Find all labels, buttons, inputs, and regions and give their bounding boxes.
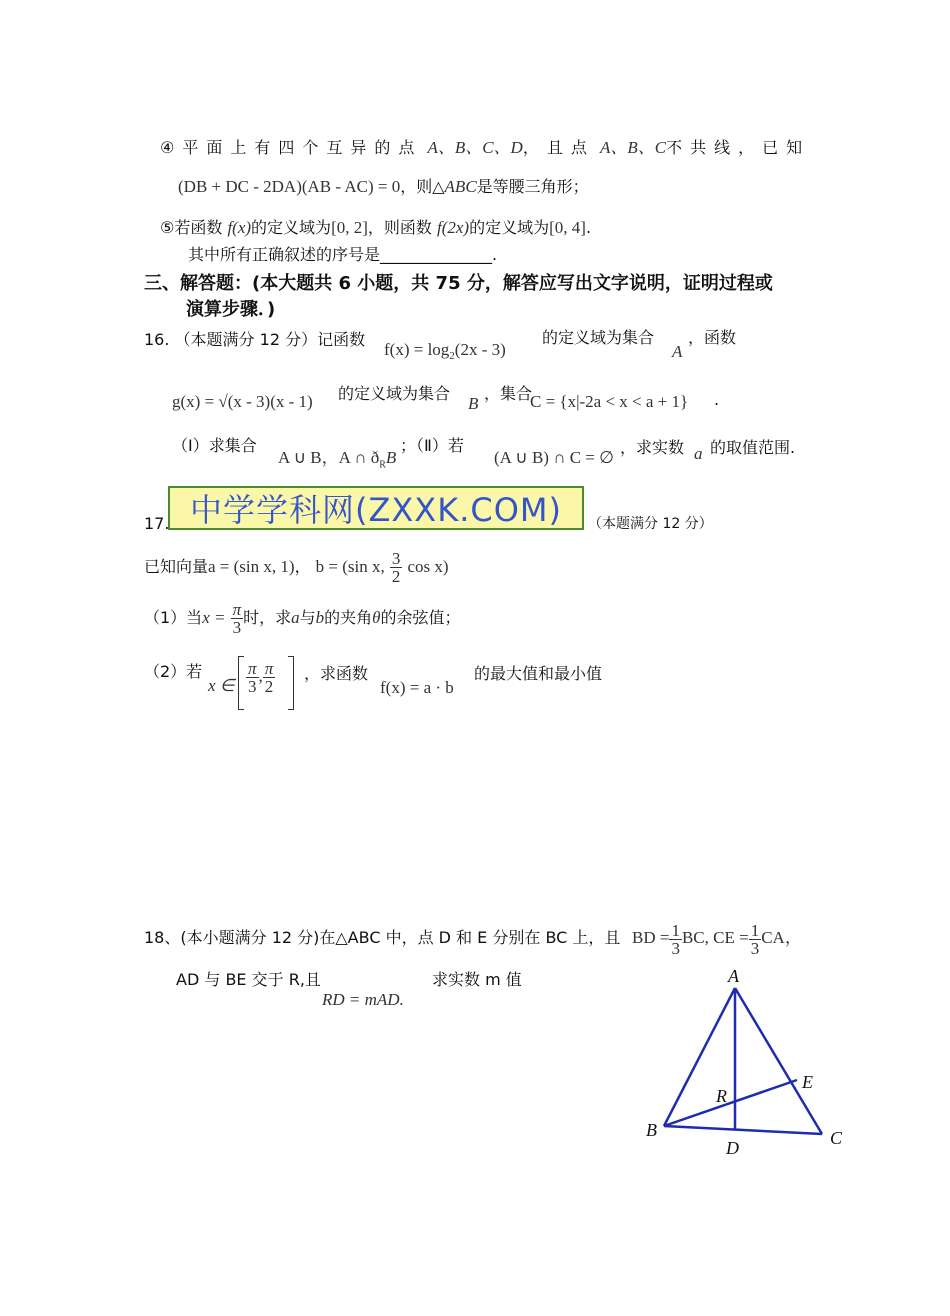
q17-p2-if: （2）若: [144, 662, 203, 681]
q18-ca: CA，: [761, 928, 802, 947]
q18-frac2-den: 3: [750, 938, 760, 958]
q16-part2-end: ，求实数: [620, 438, 685, 457]
item5-text1: ⑤若函数: [160, 218, 223, 237]
triangle-figure: [640, 964, 860, 1164]
item4-conclusion: 是等腰三角形；: [476, 177, 589, 196]
q17-vectors: [144, 550, 449, 585]
q18-bc-ce: BC, CE =: [681, 928, 749, 947]
q16-a: a: [694, 444, 703, 463]
item5-domain1: [0, 2]: [331, 218, 368, 237]
label-e: E: [802, 1072, 813, 1092]
interval-right-bracket: [288, 656, 294, 710]
q17-vector-b1: b = (sin x,: [315, 557, 385, 576]
item4-abc: ABC: [444, 177, 477, 196]
answer-line: 其中所有正确叙述的序号是______________.: [188, 245, 498, 264]
q17-frac-num: 3: [391, 549, 401, 568]
q16-line1: [144, 330, 365, 350]
q17-low-den: 3: [248, 677, 257, 696]
item4-points2: A、B、C: [599, 138, 667, 157]
q17-p1-and: 与: [299, 608, 316, 627]
item4-mid: ，且点: [522, 138, 595, 157]
q17-p2-func: ，求函数: [304, 664, 369, 683]
section3-heading-line2: 演算步骤．): [186, 299, 276, 320]
q17-vec-a: a: [291, 608, 300, 627]
edge-bc: [664, 1126, 822, 1134]
q16-part2-math: (A ∪ B) ∩ C = ∅: [494, 448, 614, 467]
q17-interval-high: [263, 660, 276, 695]
q17-given: 已知向量: [144, 557, 209, 576]
q16-text5: .: [714, 390, 720, 409]
q18-bd: BD =: [632, 928, 670, 947]
item5-text2: 的定义域为: [251, 218, 332, 237]
q18-ratios: [632, 918, 802, 958]
q17-theta: θ: [372, 608, 381, 627]
item5-text4: 的定义域为: [469, 218, 550, 237]
item5-line: [160, 218, 591, 238]
item4-marker: ④: [160, 138, 183, 157]
q17-number: 17.: [144, 514, 170, 533]
q16-part1-expr: A ∪ B，A ∩ ð: [278, 448, 380, 467]
q17-three: 3: [232, 618, 242, 637]
item5-text5: .: [585, 218, 592, 237]
item4-text: 平面上有四个互异的点: [182, 138, 423, 157]
q16-part1: （Ⅰ）求集合: [172, 436, 257, 455]
item4-line2: [178, 177, 589, 197]
item5-fx: f(x): [227, 218, 252, 237]
item4-then: ，则△: [400, 177, 445, 196]
q18-line1: 18、(本小题满分 12 分)在△ABC 中，点 D 和 E 分别在 BC 上，且: [144, 928, 621, 947]
section3-heading-line1: 三、解答题：(本大题共 6 小题，共 75 分，解答应写出文字说明，证明过程或: [144, 273, 773, 294]
q17-p2-tail: 的最大值和最小值: [474, 664, 603, 683]
q17-vec-b: b: [315, 608, 325, 627]
label-b: B: [646, 1120, 657, 1140]
q16-complement-sub: R: [379, 459, 386, 471]
q16-parts: [172, 436, 257, 456]
item4-expr: (DB + DC - 2DA)(AB - AC) = 0: [178, 177, 401, 196]
q16-set-b: B: [468, 394, 479, 413]
banner-text: 中学学科网(ZXXK.COM): [189, 491, 563, 529]
q17-p1-find: 时，求: [243, 608, 292, 627]
q18-ask: 求实数 m 值: [432, 970, 522, 989]
q17-part1: [144, 600, 461, 636]
q17-pi: π: [232, 600, 242, 619]
item4-line1: [160, 138, 810, 158]
q18-rd: RD = mAD.: [322, 990, 404, 1009]
q17-vector-b2: cos x): [407, 557, 449, 576]
q16-text4: ，集合: [484, 384, 533, 403]
label-c: C: [830, 1128, 843, 1148]
q17-high-den: 2: [264, 677, 274, 696]
q17-part2-lead: [144, 662, 202, 682]
q17-score: （本题满分 12 分）: [588, 516, 713, 532]
q16-fx: [384, 340, 506, 366]
q16-part1-math: [278, 448, 396, 475]
q17-comma: ，: [294, 557, 311, 576]
q16-text1: 的定义域为集合: [542, 328, 655, 347]
q17-fraction: [390, 550, 403, 585]
item4-points: A、B、C、D: [427, 138, 523, 157]
q17-high-pi: π: [264, 659, 274, 678]
q16-log-base: 2: [449, 350, 455, 363]
q17-vector-a: a = (sin x, 1): [208, 557, 295, 576]
item5-f2x: f(2x): [437, 218, 470, 237]
q16-f-tail: (2x - 3): [454, 340, 506, 359]
q16-intro: （本题满分 12 分）记函数: [174, 330, 366, 349]
zxxk-banner: [168, 486, 584, 530]
q18-frac1-den: 3: [671, 938, 680, 958]
q18-frac1: [669, 922, 682, 957]
q18-frac1-num: 1: [671, 920, 680, 940]
q16-line1-tail: [542, 328, 654, 348]
q17-interval-low: [246, 660, 259, 695]
q17-pi-over-3: [231, 601, 244, 636]
q18-frac2: [749, 922, 762, 957]
q17-x-eq: x =: [202, 608, 226, 627]
label-d: D: [726, 1138, 739, 1158]
q17-x-in: x ∈: [208, 676, 235, 695]
q16-g-expr: g(x) = √(x - 3)(x - 1): [172, 392, 313, 411]
item4-end: 不共线，已知: [666, 138, 811, 157]
q16-text3: 的定义域为集合: [338, 384, 451, 403]
q16-set-c: C = {x|-2a < x < a + 1}: [530, 392, 689, 411]
interval-left-bracket: [238, 656, 244, 710]
q16-part2-tail: 的取值范围.: [710, 438, 796, 457]
q17-p1-angle: 的夹角: [324, 608, 373, 627]
q17-p1-when: （1）当: [144, 608, 203, 627]
label-a: A: [728, 966, 739, 986]
q18-line2: AD 与 BE 交于 R,且: [176, 970, 321, 989]
q17-fab: f(x) = a · b: [380, 678, 454, 697]
label-r: R: [716, 1086, 727, 1106]
q16-number: 16.: [144, 330, 170, 349]
q16-f-expr: f(x) = log: [384, 340, 450, 359]
item5-text3: ，则函数: [367, 218, 432, 237]
q16-set-a: A: [672, 342, 683, 361]
q16-part2-intro: ；（Ⅱ）若: [400, 436, 464, 455]
q17-interval: $\frac{\pi}{3}$ , $\frac{\pi}{2}$: [248, 659, 274, 696]
item5-domain2: [0, 4]: [549, 218, 586, 237]
edge-ac: [735, 988, 822, 1134]
q18-frac2-num: 1: [750, 920, 760, 940]
q17-low-pi: π: [248, 659, 257, 678]
q17-p1-cos: 的余弦值；: [380, 608, 461, 627]
q17-frac-den: 2: [391, 567, 401, 586]
q16-line2: [172, 392, 313, 412]
q16-text2: ，函数: [688, 328, 737, 347]
q16-part1-b: B: [385, 448, 397, 467]
